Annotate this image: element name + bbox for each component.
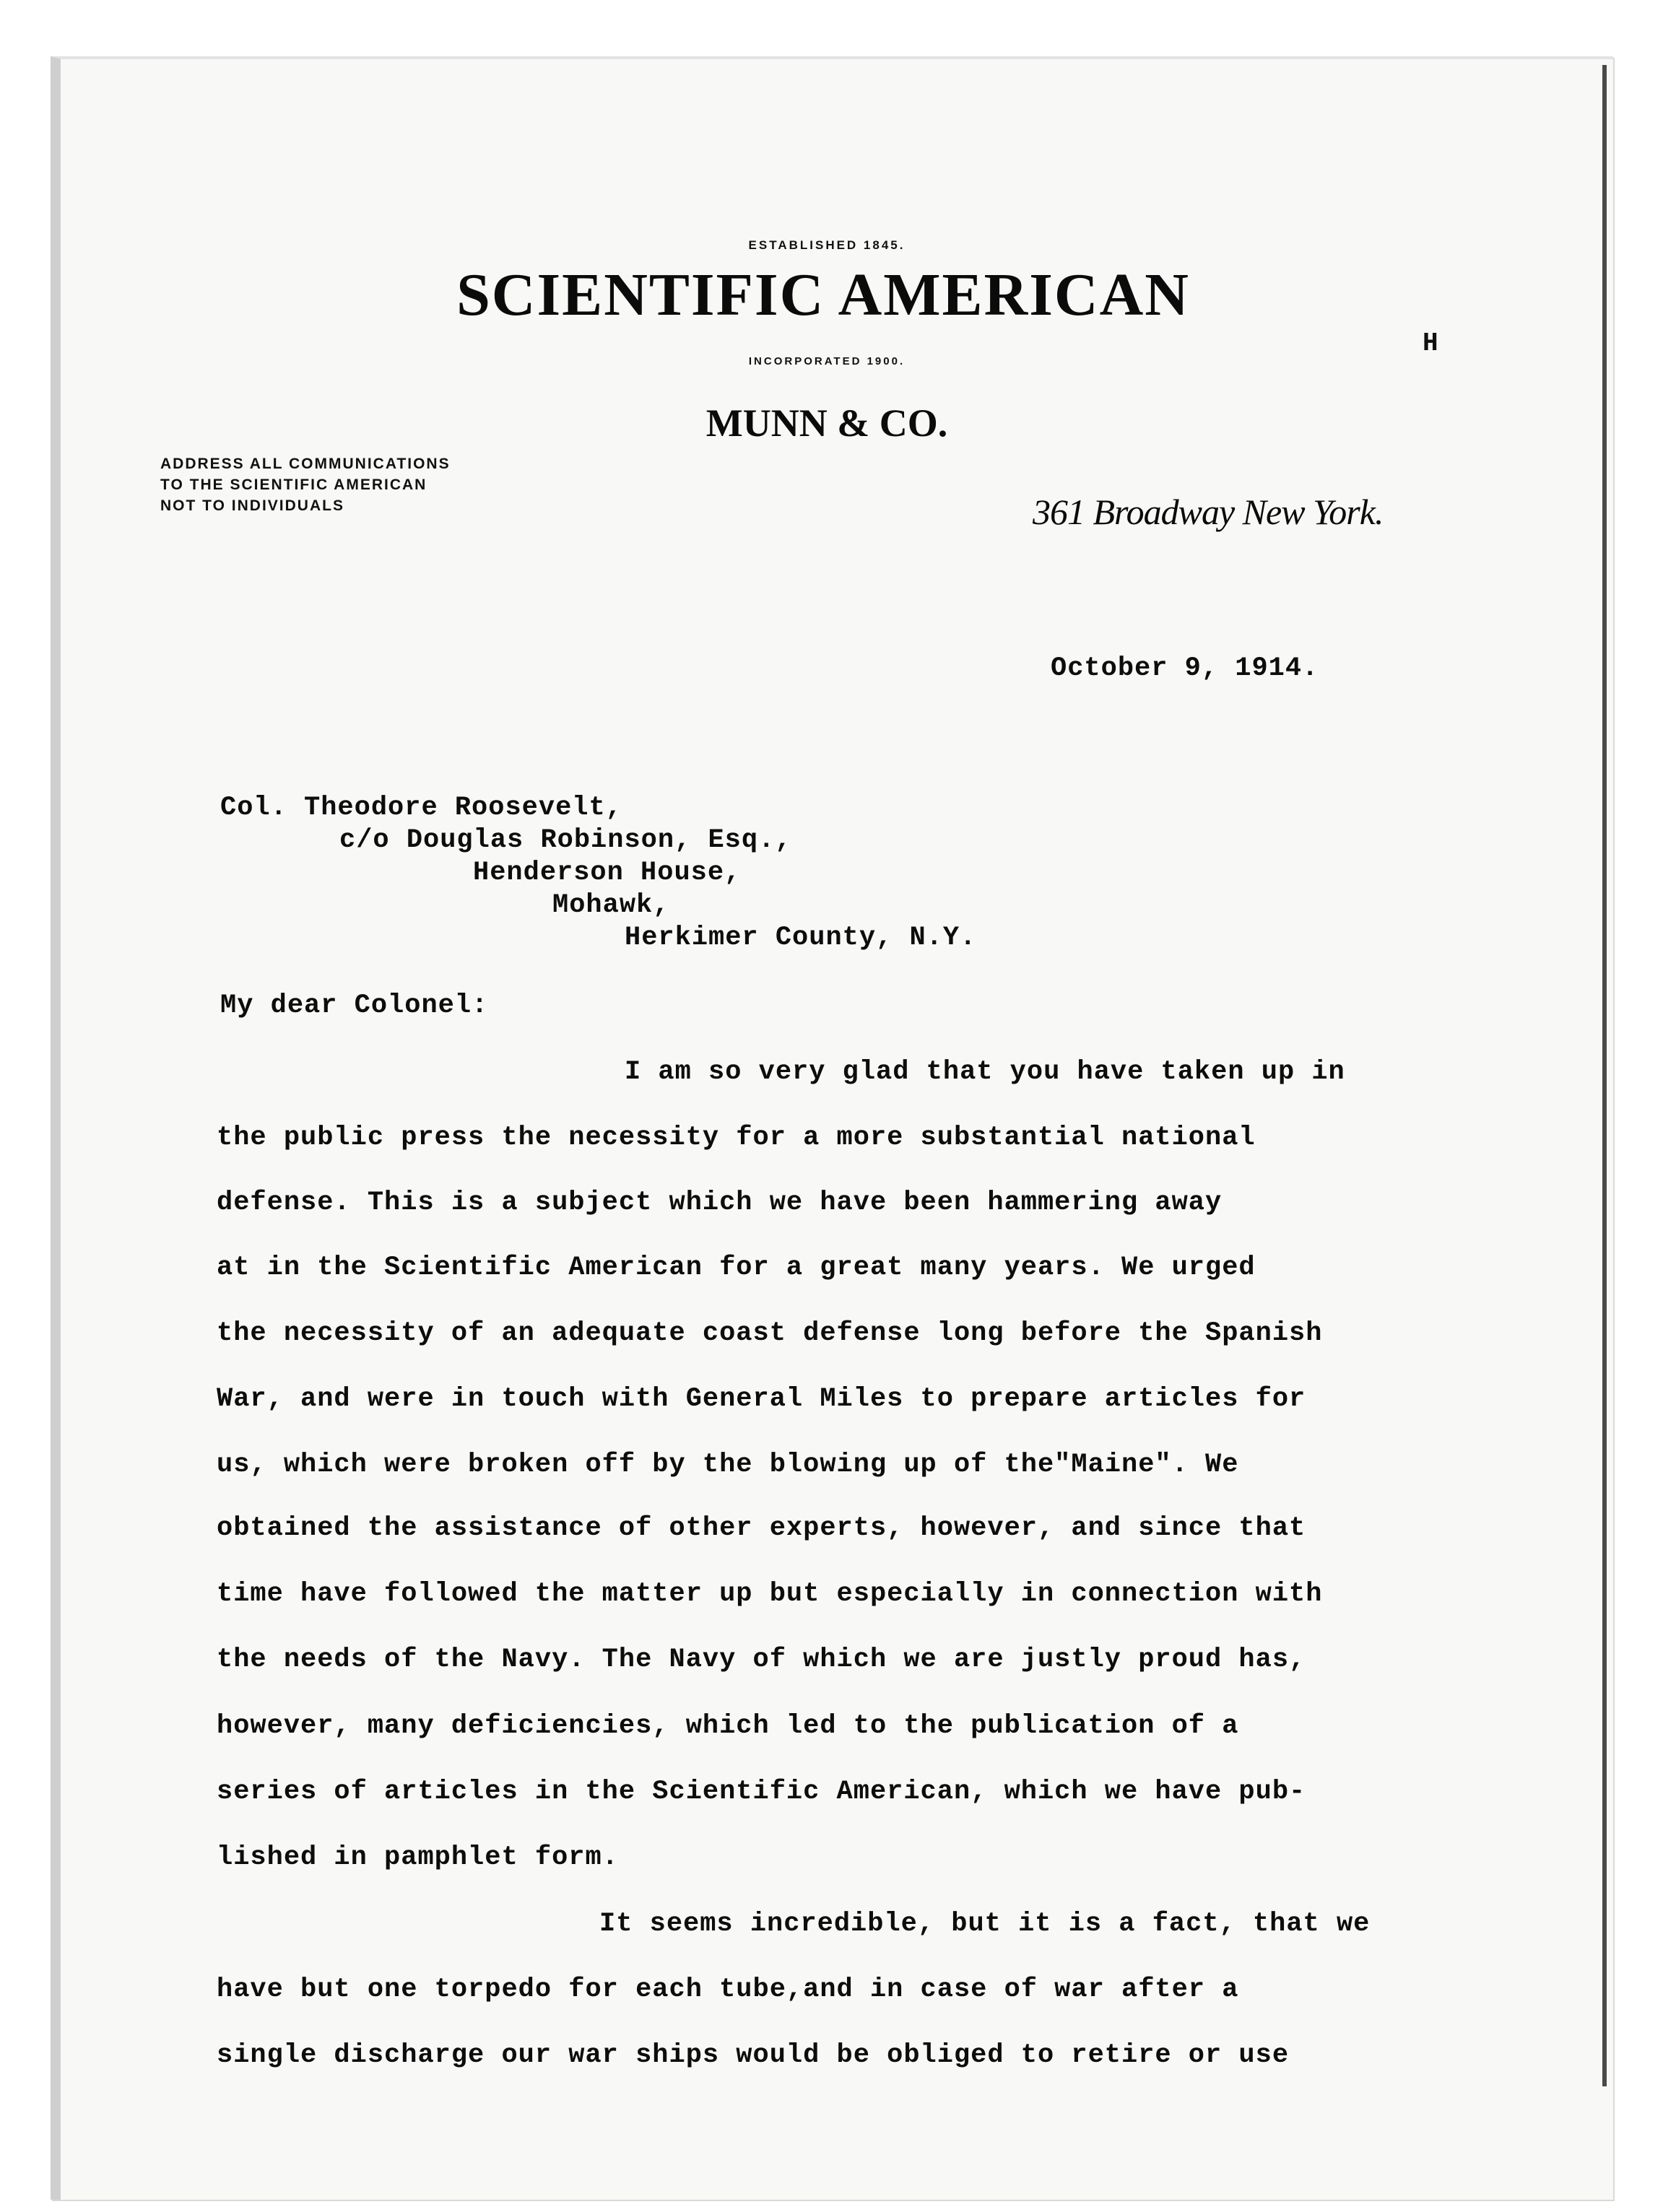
body-line: series of articles in the Scientific American, which we have pub- xyxy=(217,1777,1306,1807)
body-line: the public press the necessity for a more substantial national xyxy=(217,1123,1256,1153)
body-line: obtained the assistance of other experts, however, and since that xyxy=(217,1513,1306,1543)
recipient-line: Mohawk, xyxy=(552,890,670,920)
body-line: single discharge our war ships would be obliged to retire or use xyxy=(217,2040,1290,2071)
body-line: War, and were in touch with General Miles to prepare articles for xyxy=(217,1384,1306,1414)
body-line: us, which were broken off by the blowing up of the"Maine". We xyxy=(217,1450,1239,1480)
body-line: defense. This is a subject which we have been hammering away xyxy=(217,1188,1223,1218)
notice-line: NOT TO INDIVIDUALS xyxy=(160,497,344,514)
established-line: ESTABLISHED 1845. xyxy=(748,238,906,252)
letter-date: October 9, 1914. xyxy=(1051,653,1319,684)
body-line: time have followed the matter up but especially in connection with xyxy=(217,1579,1323,1609)
body-line: It seems incredible, but it is a fact, that we xyxy=(599,1909,1371,1939)
body-line: at in the Scientific American for a great many years. We urged xyxy=(217,1253,1256,1283)
communications-notice xyxy=(160,453,565,516)
notice-line: TO THE SCIENTIFIC AMERICAN xyxy=(160,476,427,493)
body-line: lished in pamphlet form. xyxy=(217,1842,619,1873)
letterhead-address: 361 Broadway New York. xyxy=(1033,492,1384,532)
company-name: MUNN & CO. xyxy=(705,401,948,445)
salutation: My dear Colonel: xyxy=(220,990,489,1021)
sheet-edge-shadow xyxy=(1602,65,1607,2086)
body-line: however, many deficiencies, which led to the publication of a xyxy=(217,1711,1239,1741)
recipient-line: Henderson House, xyxy=(473,858,742,888)
notice-line: ADDRESS ALL COMMUNICATIONS xyxy=(160,456,451,472)
letterhead-title: SCIENTIFIC AMERICAN xyxy=(456,261,1190,328)
body-line: have but one torpedo for each tube,and in case of war after a xyxy=(217,1974,1239,2005)
recipient-line: Herkimer County, N.Y. xyxy=(625,923,977,953)
recipient-line: Col. Theodore Roosevelt, xyxy=(220,793,622,823)
incorporated-line: INCORPORATED 1900. xyxy=(748,355,906,367)
recipient-line: c/o Douglas Robinson, Esq., xyxy=(339,825,792,855)
body-line: the needs of the Navy. The Navy of which we are justly proud has, xyxy=(217,1645,1306,1675)
body-line: the necessity of an adequate coast defense long before the Spanish xyxy=(217,1318,1323,1349)
body-line: I am so very glad that you have taken up in xyxy=(625,1057,1345,1087)
file-marker: H xyxy=(1423,328,1438,358)
